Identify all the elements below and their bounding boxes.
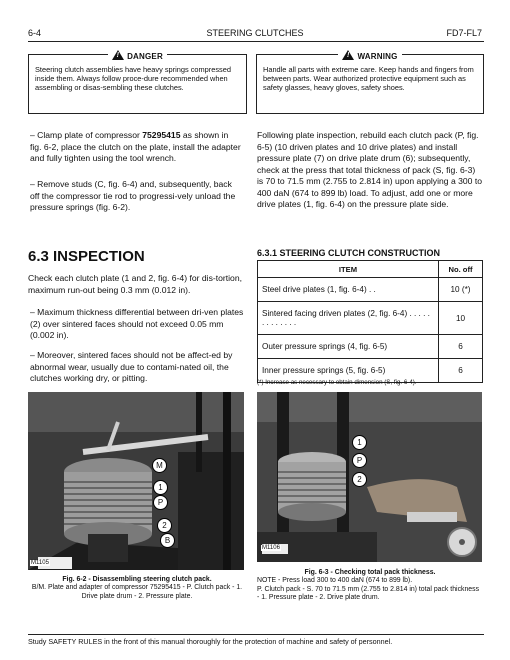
figure-6-3-tag: M1106: [262, 545, 280, 551]
warning-text: Handle all parts with extreme care. Keep hands and fingers from between parts. Wear authorized protective equipment such as safety glasses, heavy gloves, safety shoes.: [263, 65, 474, 92]
step-clamp: – Clamp plate of compressor 75295415 as shown in fig. 6-2, place the clutch on the plate, install the adapter and fully tighten using the tool wrench.: [30, 130, 241, 163]
callout-label: 1: [153, 480, 168, 495]
callout-label: 1: [352, 435, 367, 450]
figure-6-3-caption: Fig. 6-3 - Checking total pack thickness. NOTE - Press load 300 to 400 daN (674 to 899 lb). P. Clutch pack - S. 70 to 71.5 mm (2.755 to 2.814 in) total pack thickness - 1. Pressure plate - 2. Drive plate drum.: [257, 569, 480, 602]
chapter-title: STEERING CLUTCHES: [206, 28, 304, 38]
table-row: Sintered facing driven plates (2, fig. 6-4) . . . . . . . . . . . . . 10: [258, 302, 483, 335]
callout-label: B: [160, 533, 175, 548]
callout-label: 2: [352, 472, 367, 487]
callout-label: M: [152, 458, 167, 473]
figure-6-2-photo: [28, 392, 244, 570]
model-code: FD7-FL7: [446, 28, 482, 38]
table-note: (*) Increase as necessary to obtain dimension (S, fig. 6-4).: [257, 379, 417, 386]
figure-6-3-photo: [257, 392, 482, 562]
figure-6-2-caption: Fig. 6-2 - Disassembling steering clutch pack. B/M. Plate and adapter of compressor 75295415 - P. Clutch pack - 1. Drive plate drum - 2. Pressure plate.: [31, 576, 243, 600]
callout-label: 2: [157, 518, 172, 533]
col-item-header: ITEM: [258, 261, 439, 278]
footer-safety-note: Study SAFETY RULES in the front of this manual thoroughly for the protection of machine and safety of personnel.: [28, 637, 393, 646]
inspection-title: 6.3 INSPECTION: [28, 248, 145, 265]
danger-title: DANGER: [127, 52, 163, 61]
callout-label: P: [153, 495, 168, 510]
table-row: Inner pressure springs (5, fig. 6-5) 6: [258, 359, 483, 383]
warning-triangle-icon: [342, 50, 354, 60]
warning-triangle-icon: [112, 50, 124, 60]
page-number: 6-4: [28, 28, 42, 38]
warning-title: WARNING: [357, 52, 398, 61]
inspection-p1: Check each clutch plate (1 and 2, fig. 6-4) for dis-tortion, maximum run-out being 0.3 mm (0.012 in).: [28, 273, 242, 295]
danger-text: Steering clutch assemblies have heavy springs compressed inside them. Always follow proce-dure recommended when assembling or disas-sembling these clutches.: [35, 65, 231, 92]
warning-box: [256, 54, 484, 114]
figure-6-2-tag: M1105: [31, 560, 49, 566]
footer-divider: [28, 634, 484, 635]
rebuild-paragraph: Following plate inspection, rebuild each clutch pack (P, fig. 6-5) (10 driven plates and 10 drive plates) and install pressure plate (7) on drive plate drum (6); subsequently, check at the press that total thickness of pack (S, fig. 6-3) is 70 to 71.5 mm (2.755 to 2.814 in) upon applying a 300 to 400 daN (674 to 899 lb) load. To adjust, add one or more drive plates (1, fig. 6-4) on the pressure plate side.: [257, 130, 483, 209]
table-row: Steel drive plates (1, fig. 6-4) . . 10 (*): [258, 278, 483, 302]
callout-label: P: [352, 453, 367, 468]
header-divider: [28, 41, 484, 42]
table-row: Outer pressure springs (4, fig. 6-5) 6: [258, 335, 483, 359]
inspection-p2: – Maximum thickness differential between dri-ven plates (2) over sintered faces should not exceed 0.05 mm (0.002 in).: [30, 307, 244, 340]
inspection-p3: – Moreover, sintered faces should not be affect-ed by abnormal wear, usually due to contami-nated oil, the clutches working dry, or pitting.: [30, 350, 233, 383]
construction-table: [257, 260, 483, 383]
construction-title: 6.3.1 STEERING CLUTCH CONSTRUCTION: [257, 248, 441, 258]
step-remove-studs: – Remove studs (C, fig. 6-4) and, subsequently, back off the compressor tie rod to progressi-vely unload the pressure springs (fig. 6-2).: [30, 179, 236, 212]
col-no-header: No. off: [439, 261, 483, 278]
danger-box: [28, 54, 247, 114]
